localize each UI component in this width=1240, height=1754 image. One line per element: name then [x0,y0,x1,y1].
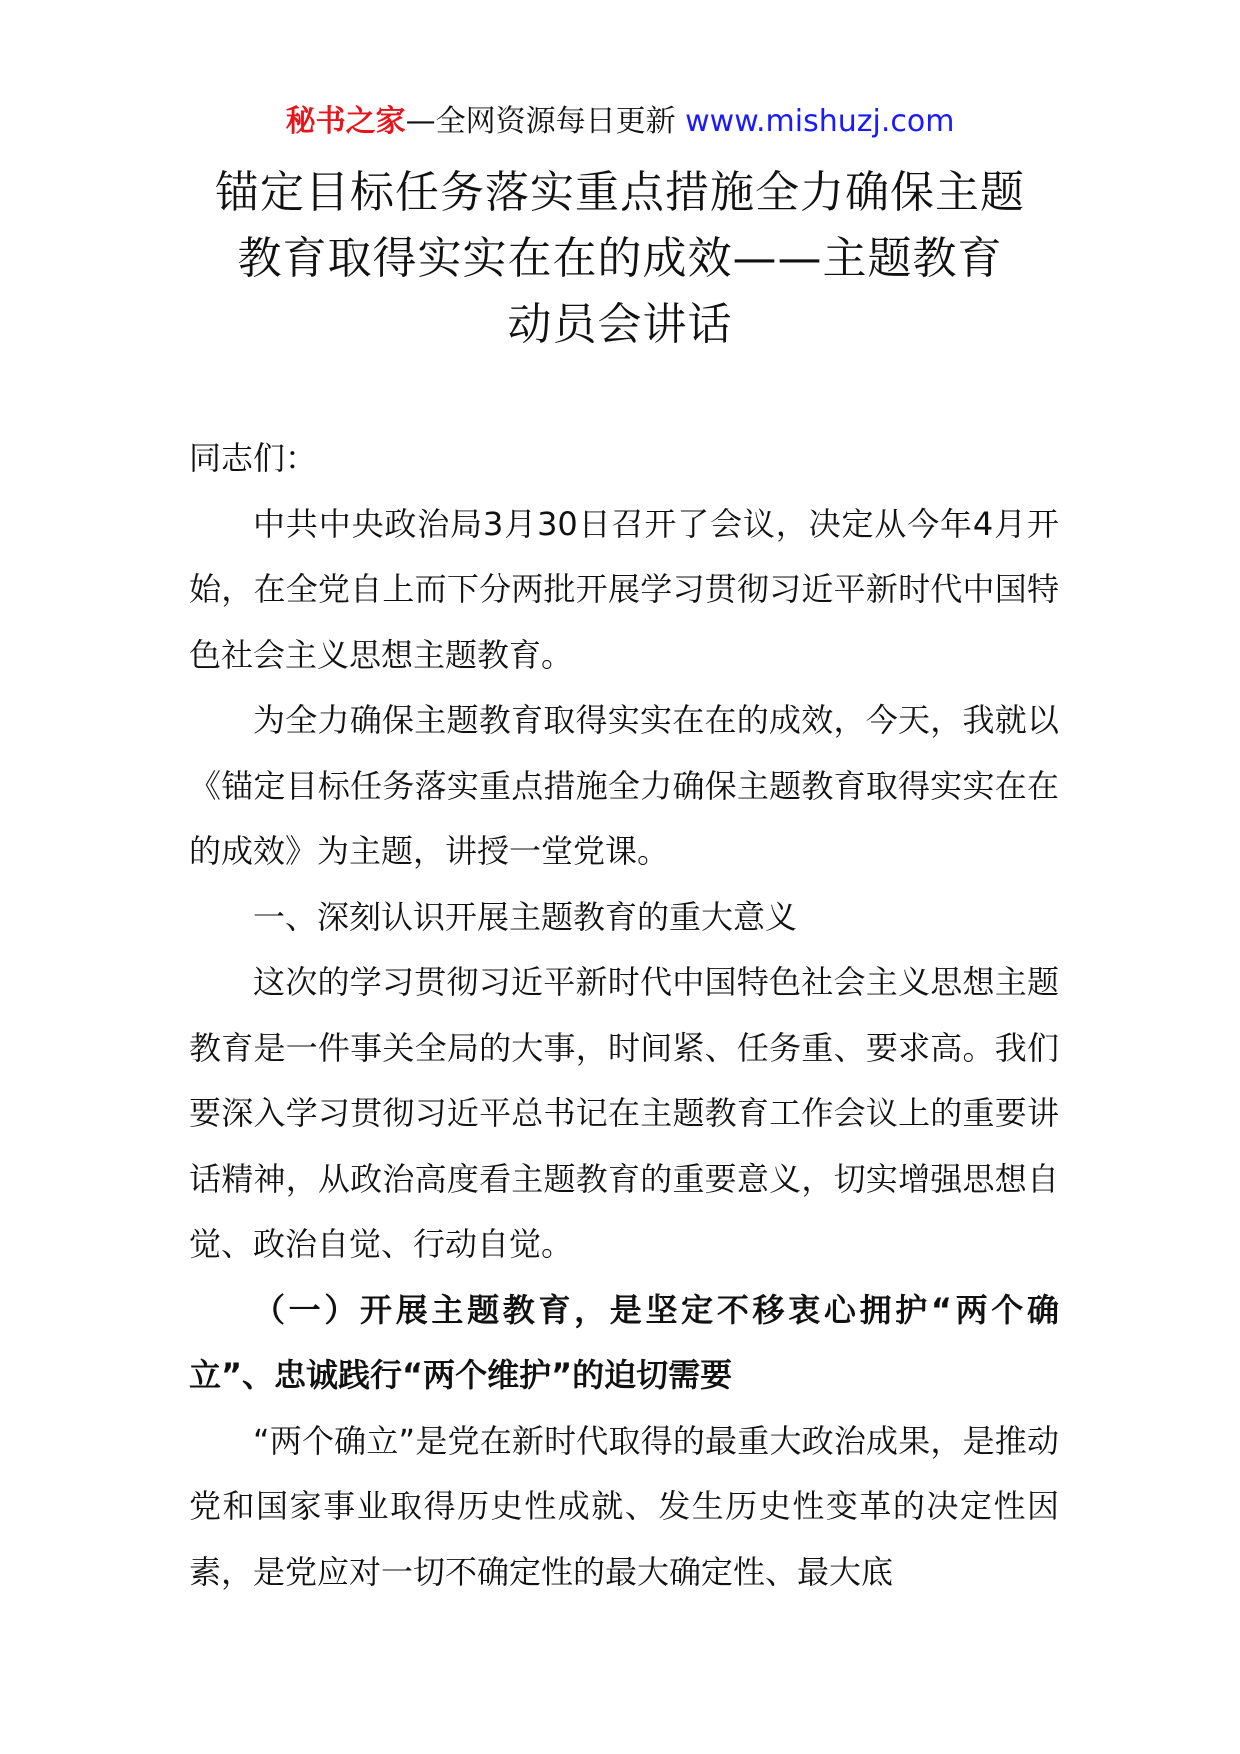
body-paragraph: 中共中央政治局3月30日召开了会议，决定从今年4月开始，在全党自上而下分两批开展学习贯彻习近平新时代中国特色社会主义思想主题教育。 [189,504,1059,674]
subsection-heading-1: （一）开展主题教育，是坚定不移衷心拥护“两个确立”、忠诚践行“两个维护”的迫切需要 [189,1290,1059,1394]
site-url-link[interactable]: www.mishuzj.com [685,104,955,139]
brand-name: 秘书之家 [285,104,406,139]
watermark-header [0,102,1240,142]
title-line-3: 动员会讲话 [507,299,733,350]
body-paragraph: “两个确立”是党在新时代取得的最重大政治成果，是推动党和国家事业取得历史性成就、发生历史性变革的决定性因素，是党应对一切不确定性的最大确定性、最大底 [189,1421,1059,1591]
document-title [190,160,1050,358]
document-body [189,426,1059,1605]
salutation: 同志们： [189,439,318,477]
header-tagline: —全网资源每日更新 [405,104,686,139]
title-line-1: 锚定目标任务落实重点措施全力确保主题 [215,167,1025,218]
body-paragraph: 为全力确保主题教育取得实实在在的成效，今天，我就以《锚定目标任务落实重点措施全力确保主题教育取得实实在在的成效》为主题，讲授一堂党课。 [189,701,1059,870]
title-line-2: 教育取得实实在在的成效——主题教育 [237,233,1003,284]
body-paragraph: 这次的学习贯彻习近平新时代中国特色社会主义思想主题教育是一件事关全局的大事，时间紧、任务重、要求高。我们要深入学习贯彻习近平总书记在主题教育工作会议上的重要讲话精神，从政治高度看主题教育的重要意义，切实增强思想自觉、政治自觉、行动自觉。 [189,963,1059,1263]
section-heading-1: 一、深刻认识开展主题教育的重大意义 [253,897,798,936]
